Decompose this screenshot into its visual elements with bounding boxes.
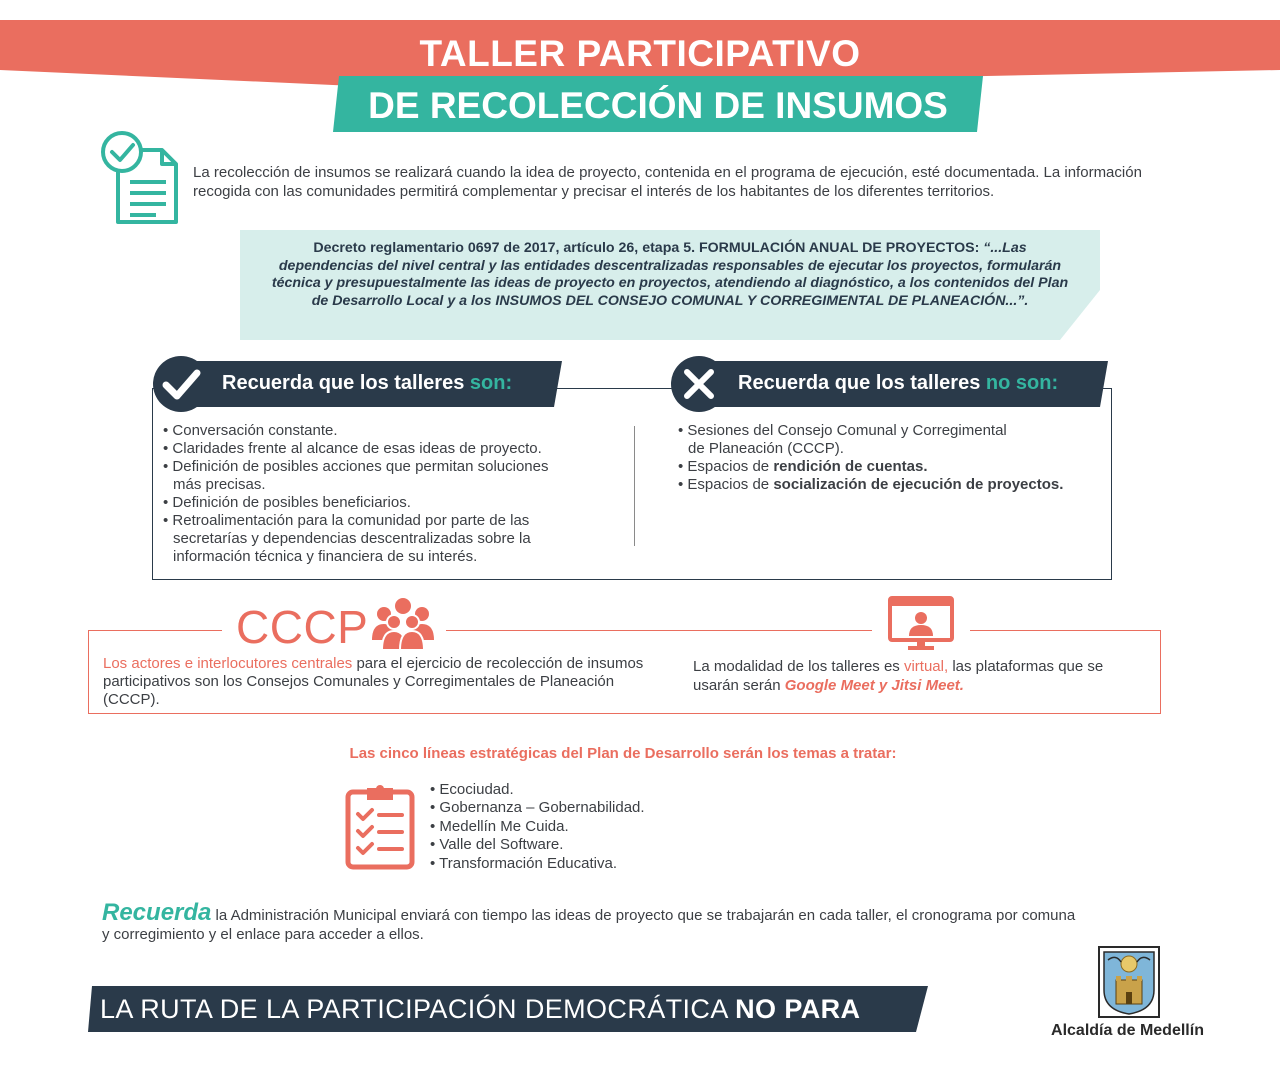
decree-text <box>270 240 1070 310</box>
talleres-no-son-list <box>678 422 1063 494</box>
list-item: • Sesiones del Consejo Comunal y Corregimental <box>678 422 1007 439</box>
list-item: • Conversación constante. <box>163 422 338 439</box>
footer-text: LA RUTA DE LA PARTICIPACIÓN DEMOCRÁTICA NO PARA <box>100 994 861 1024</box>
talleres-son-heading: Recuerda que los talleres son: <box>222 372 513 394</box>
medellin-coat-of-arms-logo <box>1098 946 1160 1018</box>
decree-caps: INSUMOS DEL CONSEJO COMUNAL Y CORREGIMENTAL DE PLANEACIÓN...”. <box>495 292 1029 309</box>
decree-box <box>240 230 1100 340</box>
cccp-title: CCCP <box>236 601 369 653</box>
footer-banner <box>88 986 928 1032</box>
lineas-title: Las cinco líneas estratégicas del Plan de Desarrollo serán los temas a tratar: <box>349 745 897 762</box>
talleres-son-tab <box>158 361 562 407</box>
talleres-no-son-heading: Recuerda que los talleres no son: <box>738 372 1059 394</box>
list-item: • Definición de posibles beneficiarios. <box>163 494 411 511</box>
group-people-icon <box>370 596 436 650</box>
alcaldia-caption: Alcaldía de Medellín <box>1051 1022 1204 1039</box>
talleres-son-list <box>163 422 548 566</box>
decree-quote: “...Las dependencias del nivel central y las entidades descentralizadas responsables de ejecutar los proyectos, formularán técnica y presupuestalmente las ideas de proyecto en proyectos, atendiendo al diagnóstico, a los contenidos del Plan de Desarrollo Local y a los <box>271 240 1069 309</box>
list-item: • Ecociudad. <box>430 781 514 798</box>
list-item: • Gobernanza – Gobernabilidad. <box>430 799 645 817</box>
list-item: • Medellín Me Cuida. <box>430 817 569 835</box>
subtitle-banner <box>333 76 983 132</box>
list-item: información técnica y financiera de su interés. <box>173 548 478 565</box>
list-item: • Valle del Software. <box>430 836 564 854</box>
check-circle-icon <box>152 355 210 413</box>
page-title: TALLER PARTICIPATIVO <box>419 33 861 74</box>
list-item: • Retroalimentación para la comunidad por parte de las <box>163 512 530 529</box>
talleres-divider <box>634 426 635 546</box>
recuerda-paragraph: Recuerda la Administración Municipal enviará con tiempo las ideas de proyecto que se trabajarán en cada taller, el cronograma por comuna y corregimiento y el enlace para acceder a ellos. <box>102 899 1076 943</box>
virtual-text: La modalidad de los talleres es virtual, las plataformas que se usarán serán Google Meet y Jitsi Meet. <box>693 658 1104 694</box>
video-conference-icon <box>888 596 954 652</box>
intro-paragraph: La recolección de insumos se realizará cuando la idea de proyecto, contenida en el programa de ejecución, esté documentada. La información recogida con las comunidades permitirá complementar y precisar el interés de los habitantes de los diferentes territorios. <box>193 164 1142 200</box>
decree-lead: Decreto reglamentario 0697 de 2017, artículo 26, etapa 5. FORMULACIÓN ANUAL DE PROYECTOS: <box>313 240 984 256</box>
cccp-text: Los actores e interlocutores centrales para el ejercicio de recolección de insumos participativos son los Consejos Comunales y Corregimentales de Planeación (CCCP). <box>103 655 644 708</box>
list-item: • Transformación Educativa. <box>430 854 618 872</box>
x-circle-icon <box>670 355 728 413</box>
list-item: • Espacios de socialización de ejecución de proyectos. <box>678 476 1064 493</box>
list-item: secretarías y dependencias descentralizadas sobre la <box>173 530 531 547</box>
list-item: • Definición de posibles acciones que permitan soluciones <box>163 458 549 475</box>
list-item: más precisas. <box>173 476 266 493</box>
document-check-icon <box>98 130 180 228</box>
lineas-list <box>430 781 645 873</box>
list-item: de Planeación (CCCP). <box>688 440 844 457</box>
talleres-no-son-tab <box>676 361 1108 407</box>
list-item: • Claridades frente al alcance de esas ideas de proyecto. <box>163 440 542 457</box>
page-subtitle: DE RECOLECCIÓN DE INSUMOS <box>368 85 948 126</box>
clipboard-checklist-icon <box>345 784 415 870</box>
list-item: • Espacios de rendición de cuentas. <box>678 458 928 475</box>
